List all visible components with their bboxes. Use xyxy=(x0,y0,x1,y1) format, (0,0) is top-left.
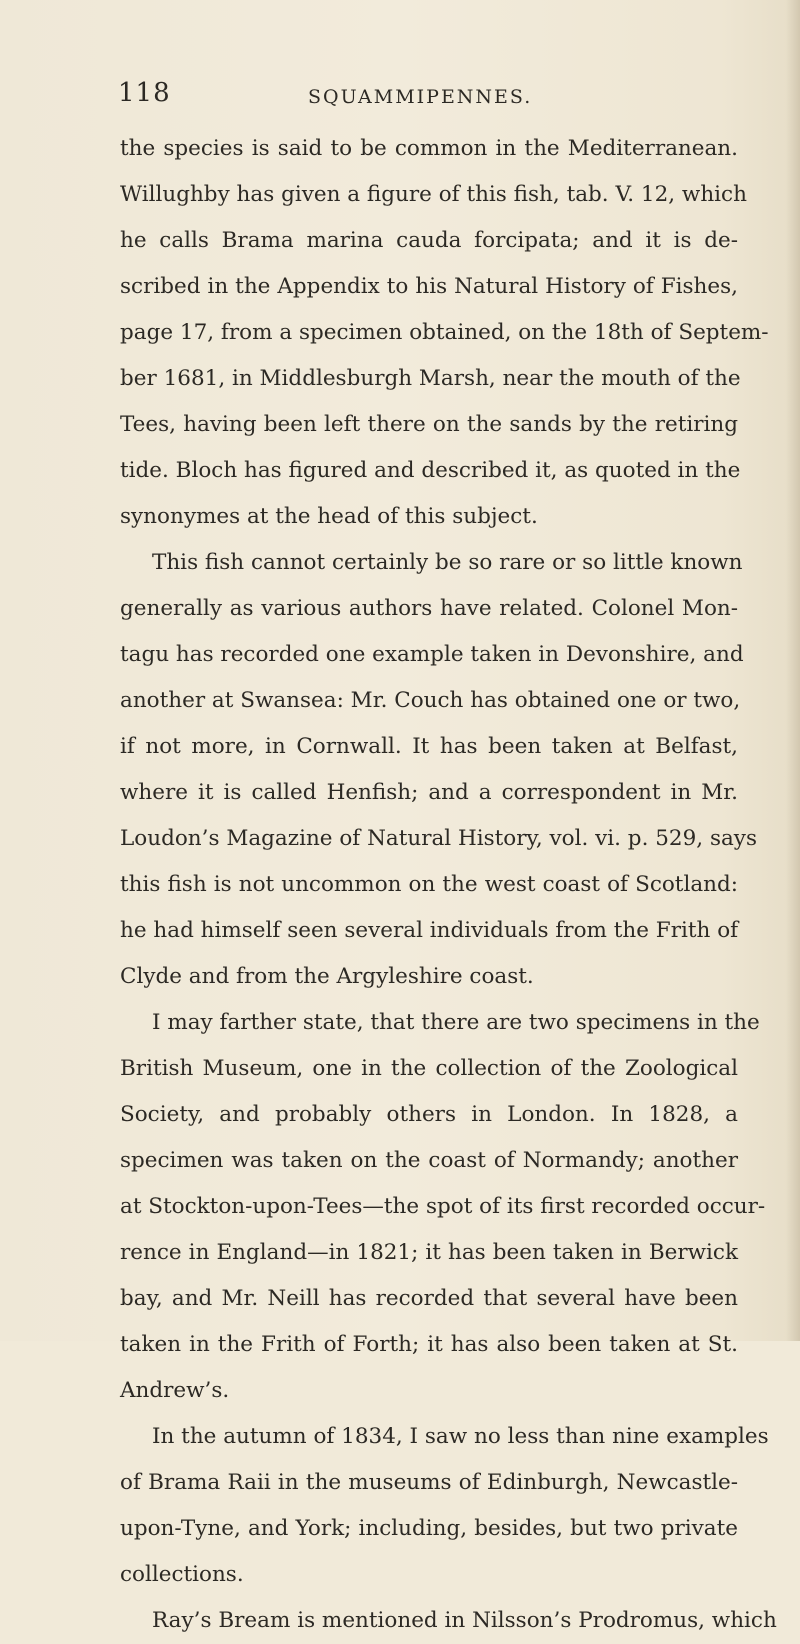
text-line: tide. Bloch has figured and described it, as quoted in the xyxy=(120,458,741,483)
text-line: the species is said to be common in the Mediterranean. xyxy=(120,136,738,161)
text-line: bay, and Mr. Neill has recorded that several have been xyxy=(120,1286,738,1311)
text-line: British Museum, one in the collection of the Zoological xyxy=(120,1056,738,1081)
text-line: generally as various authors have related. Colonel Mon- xyxy=(120,596,738,621)
text-line: if not more, in Cornwall. It has been taken at Belfast, xyxy=(120,734,738,759)
page-edge-shadow xyxy=(786,0,800,1341)
text-line: ber 1681, in Middlesburgh Marsh, near the mouth of the xyxy=(120,366,741,391)
text-line: Society, and probably others in London. In 1828, a xyxy=(120,1102,738,1127)
text-line: he had himself seen several individuals from the Frith of xyxy=(120,918,739,943)
text-line: specimen was taken on the coast of Normandy; another xyxy=(120,1148,738,1173)
text-line: synonymes at the head of this subject. xyxy=(120,504,538,529)
text-line: This fish cannot certainly be so rare or so little known xyxy=(152,550,743,575)
text-line: tagu has recorded one example taken in Devonshire, and xyxy=(120,642,744,667)
text-line: he calls Brama marina cauda forcipata; and it is de- xyxy=(120,228,738,253)
text-line: of Brama Raii in the museums of Edinburgh, Newcastle- xyxy=(120,1470,738,1495)
text-line: Loudon’s Magazine of Natural History, vol. vi. p. 529, says xyxy=(120,826,757,851)
text-line: at Stockton-upon-Tees—the spot of its first recorded occur- xyxy=(120,1194,766,1219)
text-line: Tees, having been left there on the sands by the retiring xyxy=(120,412,738,437)
text-line: Ray’s Bream is mentioned in Nilsson’s Prodromus, which xyxy=(152,1608,777,1633)
text-line: collections. xyxy=(120,1562,244,1587)
text-line: In the autumn of 1834, I saw no less than nine examples xyxy=(152,1424,769,1449)
body-text xyxy=(120,126,777,1644)
text-line: Willughby has given a figure of this fish, tab. V. 12, which xyxy=(120,182,747,207)
text-line: page 17, from a specimen obtained, on the 18th of Septem- xyxy=(120,320,769,345)
text-line: scribed in the Appendix to his Natural History of Fishes, xyxy=(120,274,738,299)
text-line: rence in England—in 1821; it has been taken in Berwick xyxy=(120,1240,738,1265)
text-line: I may farther state, that there are two specimens in the xyxy=(152,1010,760,1035)
running-title: SQUAMMIPENNES. xyxy=(308,86,533,108)
page-number: 118 xyxy=(118,78,171,108)
text-line: this fish is not uncommon on the west coast of Scotland: xyxy=(120,872,738,897)
text-line: taken in the Frith of Forth; it has also been taken at St. xyxy=(120,1332,738,1357)
text-line: upon-Tyne, and York; including, besides, but two private xyxy=(120,1516,738,1541)
text-line: another at Swansea: Mr. Couch has obtained one or two, xyxy=(120,688,741,713)
running-head xyxy=(118,78,738,118)
text-line: Andrew’s. xyxy=(120,1378,230,1403)
text-line: where it is called Henfish; and a correspondent in Mr. xyxy=(120,780,738,805)
text-line: Clyde and from the Argyleshire coast. xyxy=(120,964,534,989)
